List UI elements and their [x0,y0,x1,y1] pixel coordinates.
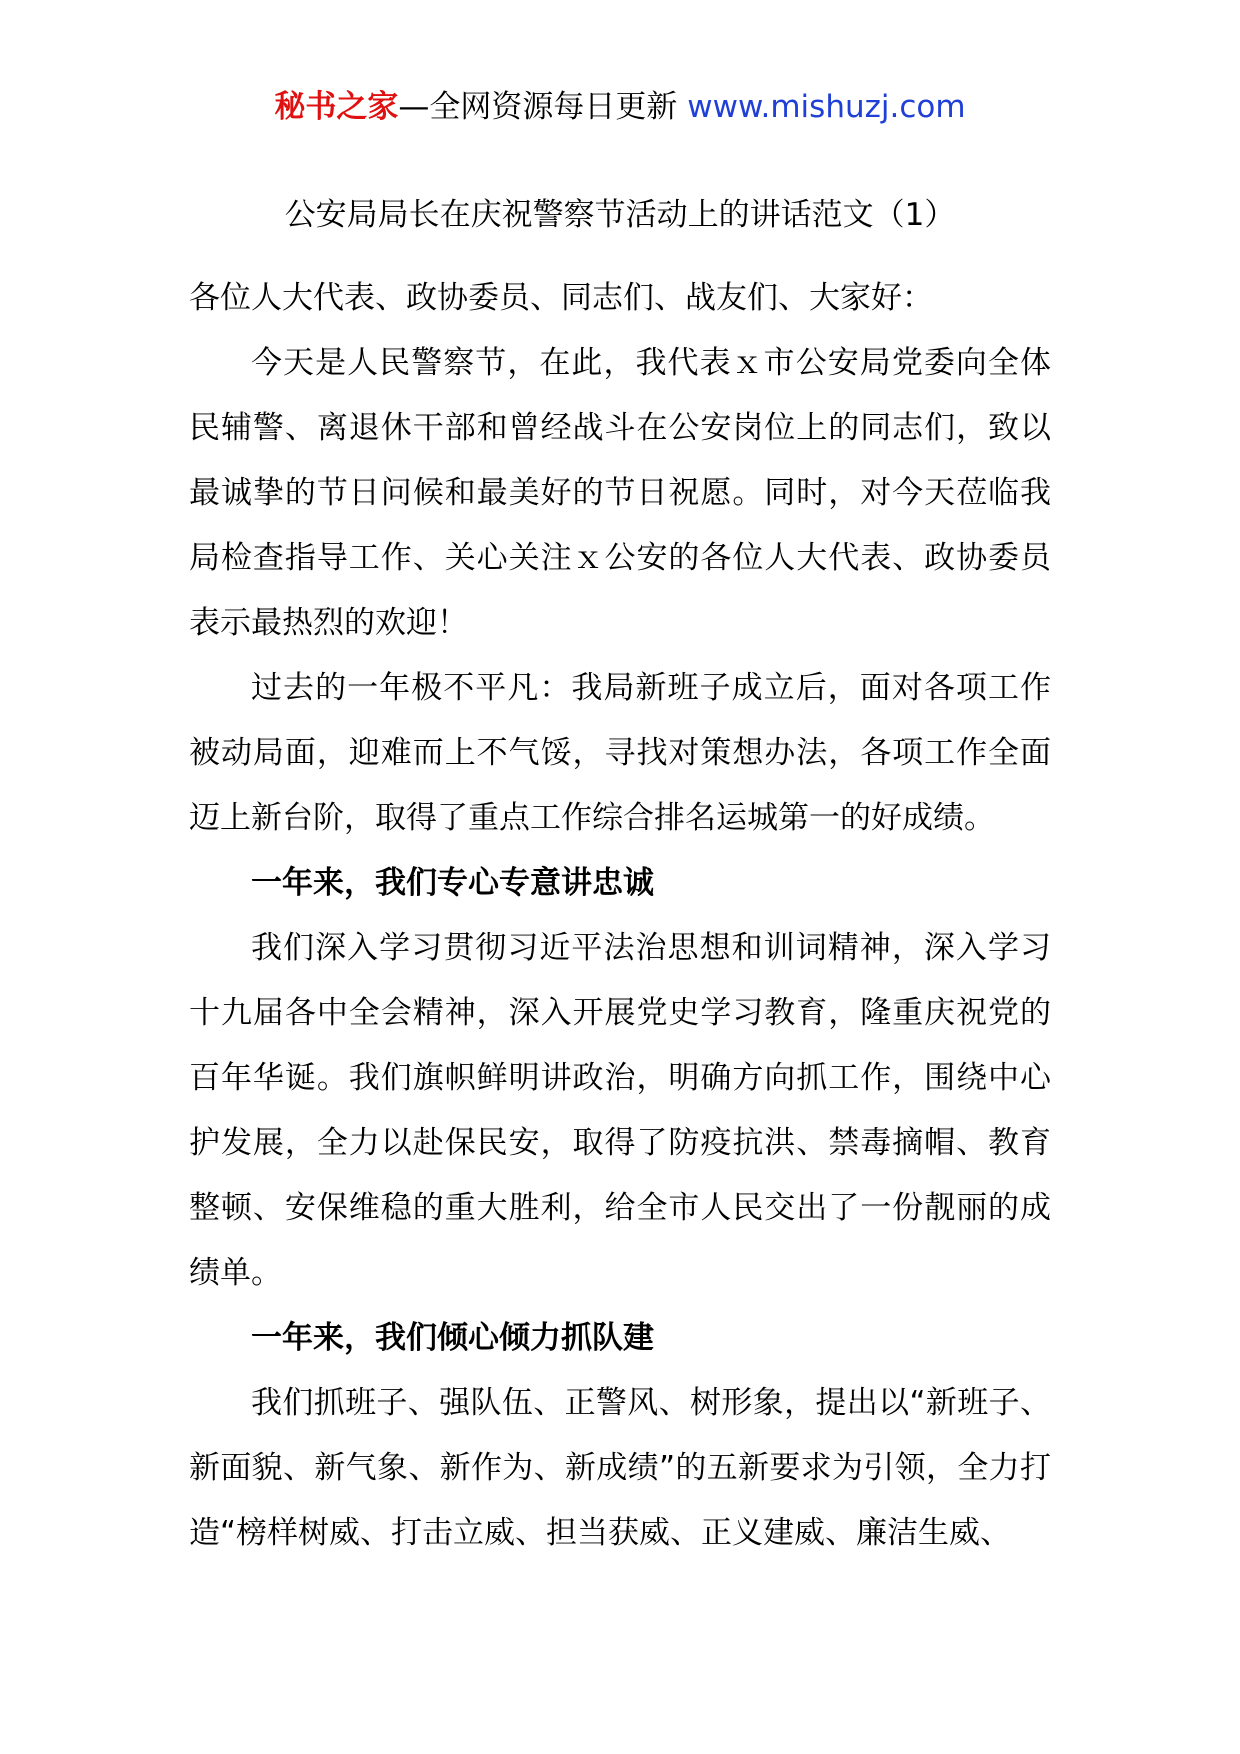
site-header [0,82,1240,132]
site-url-link[interactable]: www.mishuzj.com [687,89,966,125]
paragraph: 过去的一年极不平凡：我局新班子成立后，面对各项工作被动局面，迎难而上不气馁，寻找对策想办法，各项工作全面迈上新台阶，取得了重点工作综合排名运城第一的好成绩。 [189,670,1051,836]
document-title: 公安局局长在庆祝警察节活动上的讲话范文（1） [284,197,956,233]
site-tagline: —全网资源每日更新 [398,89,678,125]
document-body [189,266,1051,1566]
greeting: 各位人大代表、政协委员、同志们、战友们、大家好： [189,280,933,316]
section-heading: 一年来，我们专心专意讲忠诚 [251,865,654,901]
paragraph: 我们抓班子、强队伍、正警风、树形象，提出以“新班子、新面貌、新气象、新作为、新成绩”的五新要求为引领，全力打造“榜样树威、打击立威、担当获威、正义建威、廉洁生威、 [189,1385,1051,1551]
section-heading: 一年来，我们倾心倾力抓队建 [251,1320,654,1356]
site-brand: 秘书之家 [274,89,399,125]
paragraph: 今天是人民警察节，在此，我代表ｘ市公安局党委向全体民辅警、离退休干部和曾经战斗在公安岗位上的同志们，致以最诚挚的节日问候和最美好的节日祝愿。同时，对今天莅临我局检查指导工作、关心关注ｘ公安的各位人大代表、政协委员表示最热烈的欢迎！ [189,345,1051,641]
paragraph: 我们深入学习贯彻习近平法治思想和训词精神，深入学习十九届各中全会精神，深入开展党史学习教育，隆重庆祝党的百年华诞。我们旗帜鲜明讲政治，明确方向抓工作，围绕中心护发展，全力以赴保民安，取得了防疫抗洪、禁毒摘帽、教育整顿、安保维稳的重大胜利，给全市人民交出了一份靓丽的成绩单。 [189,930,1051,1291]
